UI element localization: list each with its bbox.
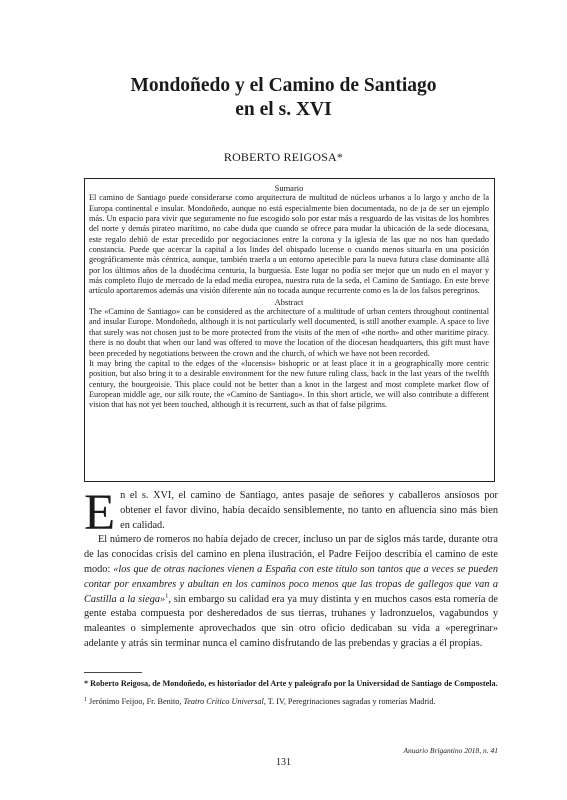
abstract-text-1: The «Camino de Santiago» can be considered as the architecture of a multitude of urban centers throughout continental and insular Europe. Mondoñedo, although it is not particularly well documented, is still another example. A space to live that surely was not chosen just to be more protected from the visits of the men of «the north» and other maritime piracy. there is no doubt that when our land was offered to move the location of the diocesan headquarters, this gift must have been preceded by negotiations between the crown and the church, of which we have not been recorded. <box>89 307 489 358</box>
journal-reference: Anuario Brigantino 2018, n. 41 <box>403 746 498 755</box>
footnotes <box>84 678 498 713</box>
feijoo-quote: «los que de otras naciones vienen a España con este título son tantos que a veces se pueden contar por enxambres y abultan en los caminos poco menos que las tropas de gallegos que van a Castilla a la siega» <box>84 563 498 605</box>
article-body <box>84 485 498 652</box>
author-name: ROBERTO REIGOSA* <box>223 150 344 164</box>
page-number: 131 <box>276 757 291 768</box>
paragraph-2-end: , sin embargo su calidad era ya muy distinta y en muchos casos esta romería de gente estaba compuesta por desheredados de sus tierras, truhanes y ladronzuelos, vagabundos y maleantes o simplemente aprovechados que sin otro oficio dedicaban su vida a «peregrinar» adelante y atrás sin terminar nunca el camino disfrutando de las prebendas y gracias a él propias. <box>84 593 498 649</box>
title-line-1: Mondoñedo y el Camino de Santiago <box>130 75 437 96</box>
drop-cap: E <box>84 485 116 541</box>
footnote-1-number: 1 <box>84 697 87 703</box>
abstract-box <box>84 178 495 482</box>
abstract-heading: Abstract <box>274 296 304 307</box>
body-paragraph-2 <box>84 533 498 651</box>
footnote-ref-1[interactable]: 1 <box>165 592 169 600</box>
footnote-1-title: Teatro Crítico Universal <box>183 697 264 706</box>
paragraph-2-start: El número de romeros no había dejado de crecer, incluso un par de siglos más tarde, durante otra de las conocidas crisis del camino en plena ilustración, el Padre Feijoo describía el camino de este modo: <box>84 534 498 575</box>
sumario-text: El camino de Santiago puede considerarse como arquitectura de multitud de núcleos urbanos a lo largo y ancho de la Europa continental e insular. Mondoñedo, aunque no está especialmente bien documentada, no de ja de ser un ejemplo más. Un espacio para vivir que seguramente no fue escogido solo por estar más a resguardo de las visitas de los hombres del norte y demás pirateo marítimo, no cabe duda que cuando se ofrece para mudar la ubicación de la sede diocesana, este regalo debió de estar precedido por negociaciones entre la corona y la iglesia de las que no nos han quedado constancia. Puede que acercar la capital a los lindes del obispado lucense o cuando menos situarla en una posición geográficamente más céntrica, aunque, también traerla a un entorno apetecible para la nueva futura clase dominante allá por los últimos años de la duodécima centuria, la burguesía. Este lugar no podía ser mejor que un nudo en el mayor y más completo flujo de mercado de la edad media europea, nuestra ruta de la seda, el Camino de Santiago. En este breve artículo aportaremos además una visión diferente aún no tocada aunque recurrente como es la de los falsos peregrinos. <box>89 193 489 296</box>
footnote-rule <box>84 672 142 673</box>
article-title <box>80 74 487 122</box>
title-line-2: en el s. XVI <box>235 99 332 120</box>
sumario-heading: Sumario <box>274 183 304 193</box>
abstract-text-2: It may bring the capital to the edges of the «lucensis» bishopric or at least place it in a geographically more centric position, but also bring it to a desirable environment for the new future ruling class, back in the last years of the twelfth century, the bourgeoisie. This place could not be better than a knot in the largest and most complete market flow of European middle age, our silk route, the «Camino de Santiago». In this short article, we will also contribute a different vision that has not yet been touched, although it is recurrent, such as that of false pilgrims. <box>89 358 489 410</box>
paragraph-1-text: n el s. XVI, el camino de Santiago, antes pasaje de señores y caballeros ansiosos por obtener el favor divino, había decaído sensiblemente, no tanto en afluencia sino más bien en calidad. <box>120 490 498 531</box>
footnote-1-part-b: , T. IV, Peregrinaciones sagradas y romerías Madrid. <box>263 697 436 706</box>
footnote-1-part-a: Jerónimo Feijoo, Fr. Benito, <box>87 697 184 706</box>
footnote-1 <box>84 695 498 707</box>
footnote-author: * Roberto Reigosa, de Mondoñedo, es historiador del Arte y paleógrafo por la Universidad de Santiago de Compostela. <box>84 679 498 688</box>
body-paragraph-1 <box>84 485 498 541</box>
